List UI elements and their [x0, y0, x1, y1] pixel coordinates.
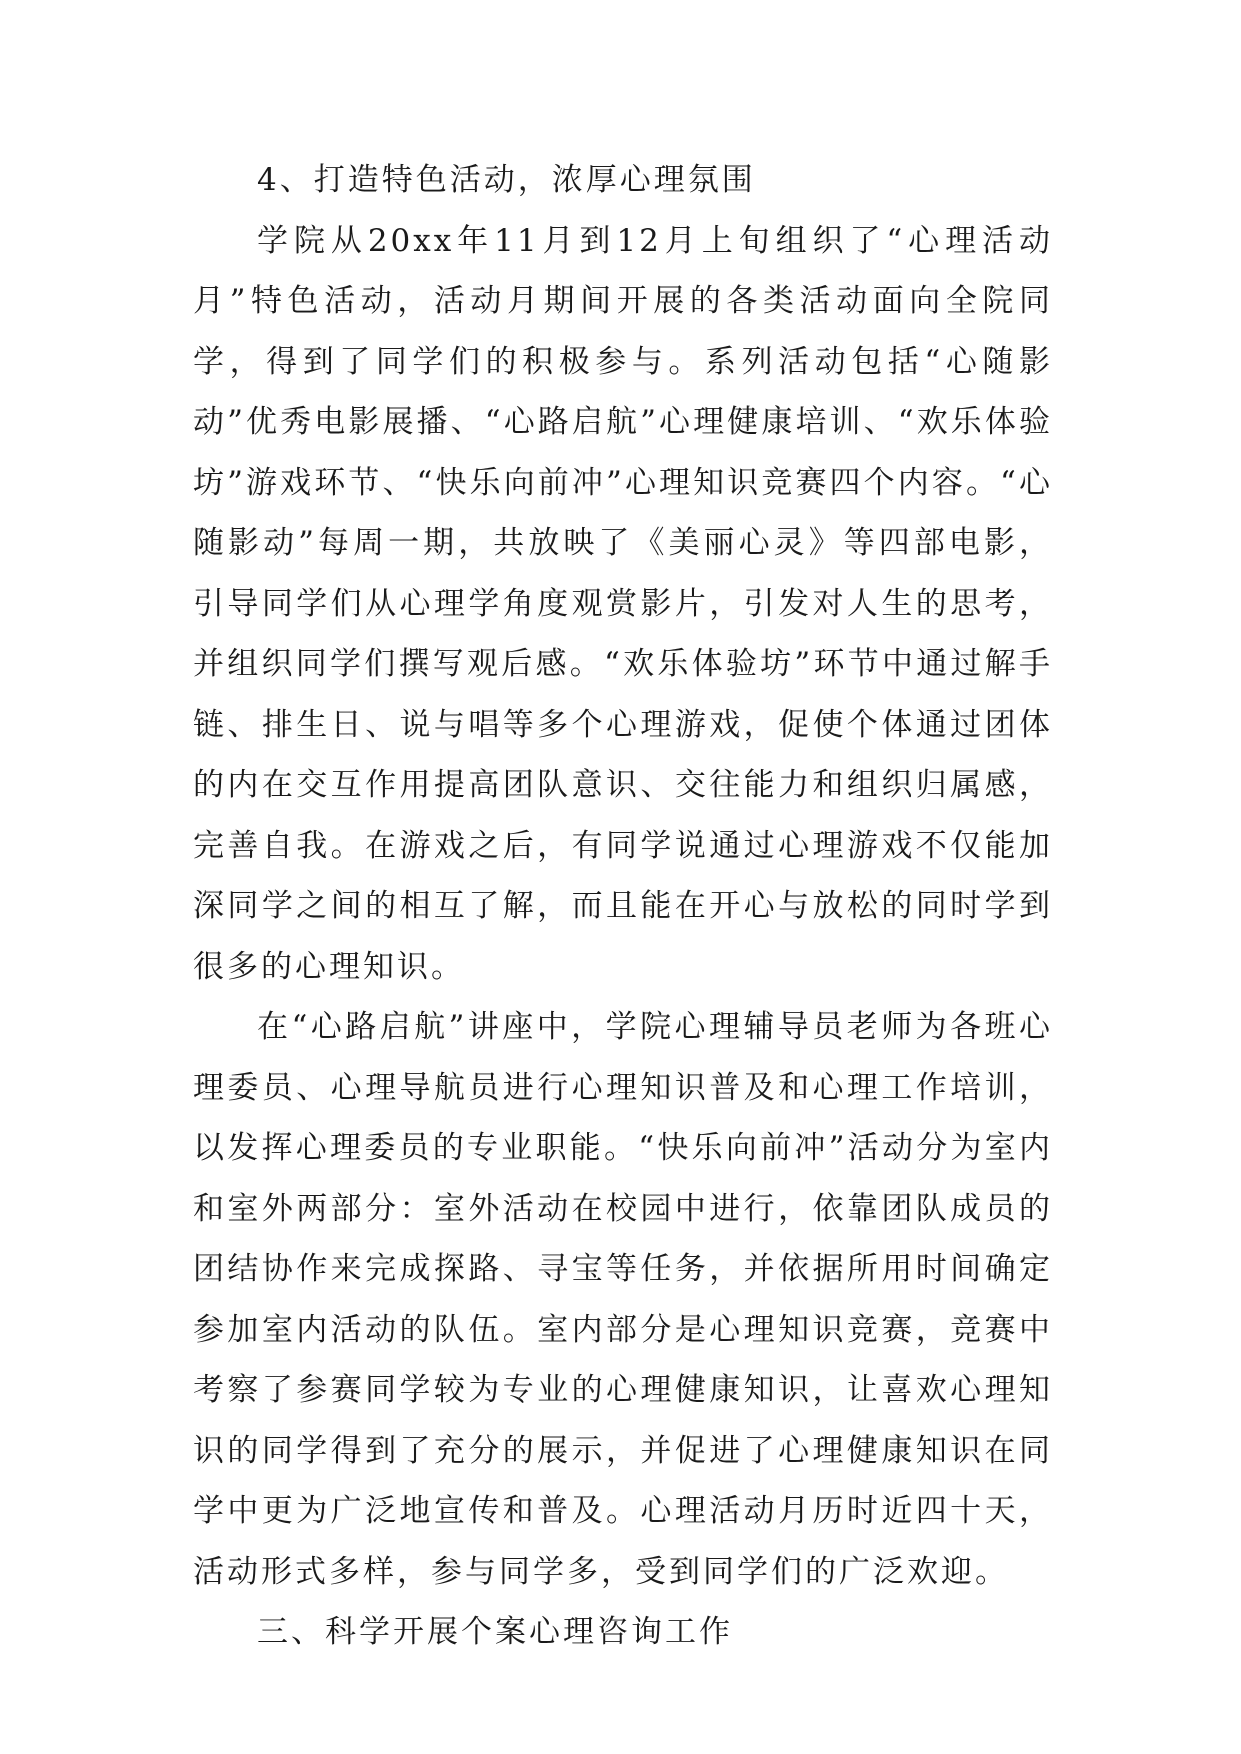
section-heading-case-counseling: 三、科学开展个案心理咨询工作	[257, 1614, 733, 1650]
body-paragraph-lecture-and-competition: 在“心路启航”讲座中，学院心理辅导员老师为各班心理委员、心理导航员进行心理知识普及和心理工作培训，以发挥心理委员的专业职能。“快乐向前冲”活动分为室内和室外两部分：室外活动在校园中进行，依靠团队成员的团结协作来完成探路、寻宝等任务，并依据所用时间确定参加室内活动的队伍。室内部分是心理知识竞赛，竞赛中考察了参赛同学较为专业的心理健康知识，让喜欢心理知识的同学得到了充分的展示，并促进了心理健康知识在同学中更为广泛地宣传和普及。心理活动月历时近四十天，活动形式多样，参与同学多，受到同学们的广泛欢迎。	[193, 1009, 1053, 1590]
document-body	[193, 150, 1053, 1663]
body-paragraph-activity-month: 学院从20xx年11月到12月上旬组织了“心理活动月”特色活动，活动月期间开展的各类活动面向全院同学，得到了同学们的积极参与。系列活动包括“心随影动”优秀电影展播、“心路启航”心理健康培训、“欢乐体验坊”游戏环节、“快乐向前冲”心理知识竞赛四个内容。“心随影动”每周一期，共放映了《美丽心灵》等四部电影，引导同学们从心理学角度观赏影片，引发对人生的思考，并组织同学们撰写观后感。“欢乐体验坊”环节中通过解手链、排生日、说与唱等多个心理游戏，促使个体通过团体的内在交互作用提高团队意识、交往能力和组织归属感，完善自我。在游戏之后，有同学说通过心理游戏不仅能加深同学之间的相互了解，而且能在开心与放松的同时学到很多的心理知识。	[193, 222, 1053, 985]
section-heading-special-activities: 4、打造特色活动，浓厚心理氛围	[257, 162, 756, 198]
